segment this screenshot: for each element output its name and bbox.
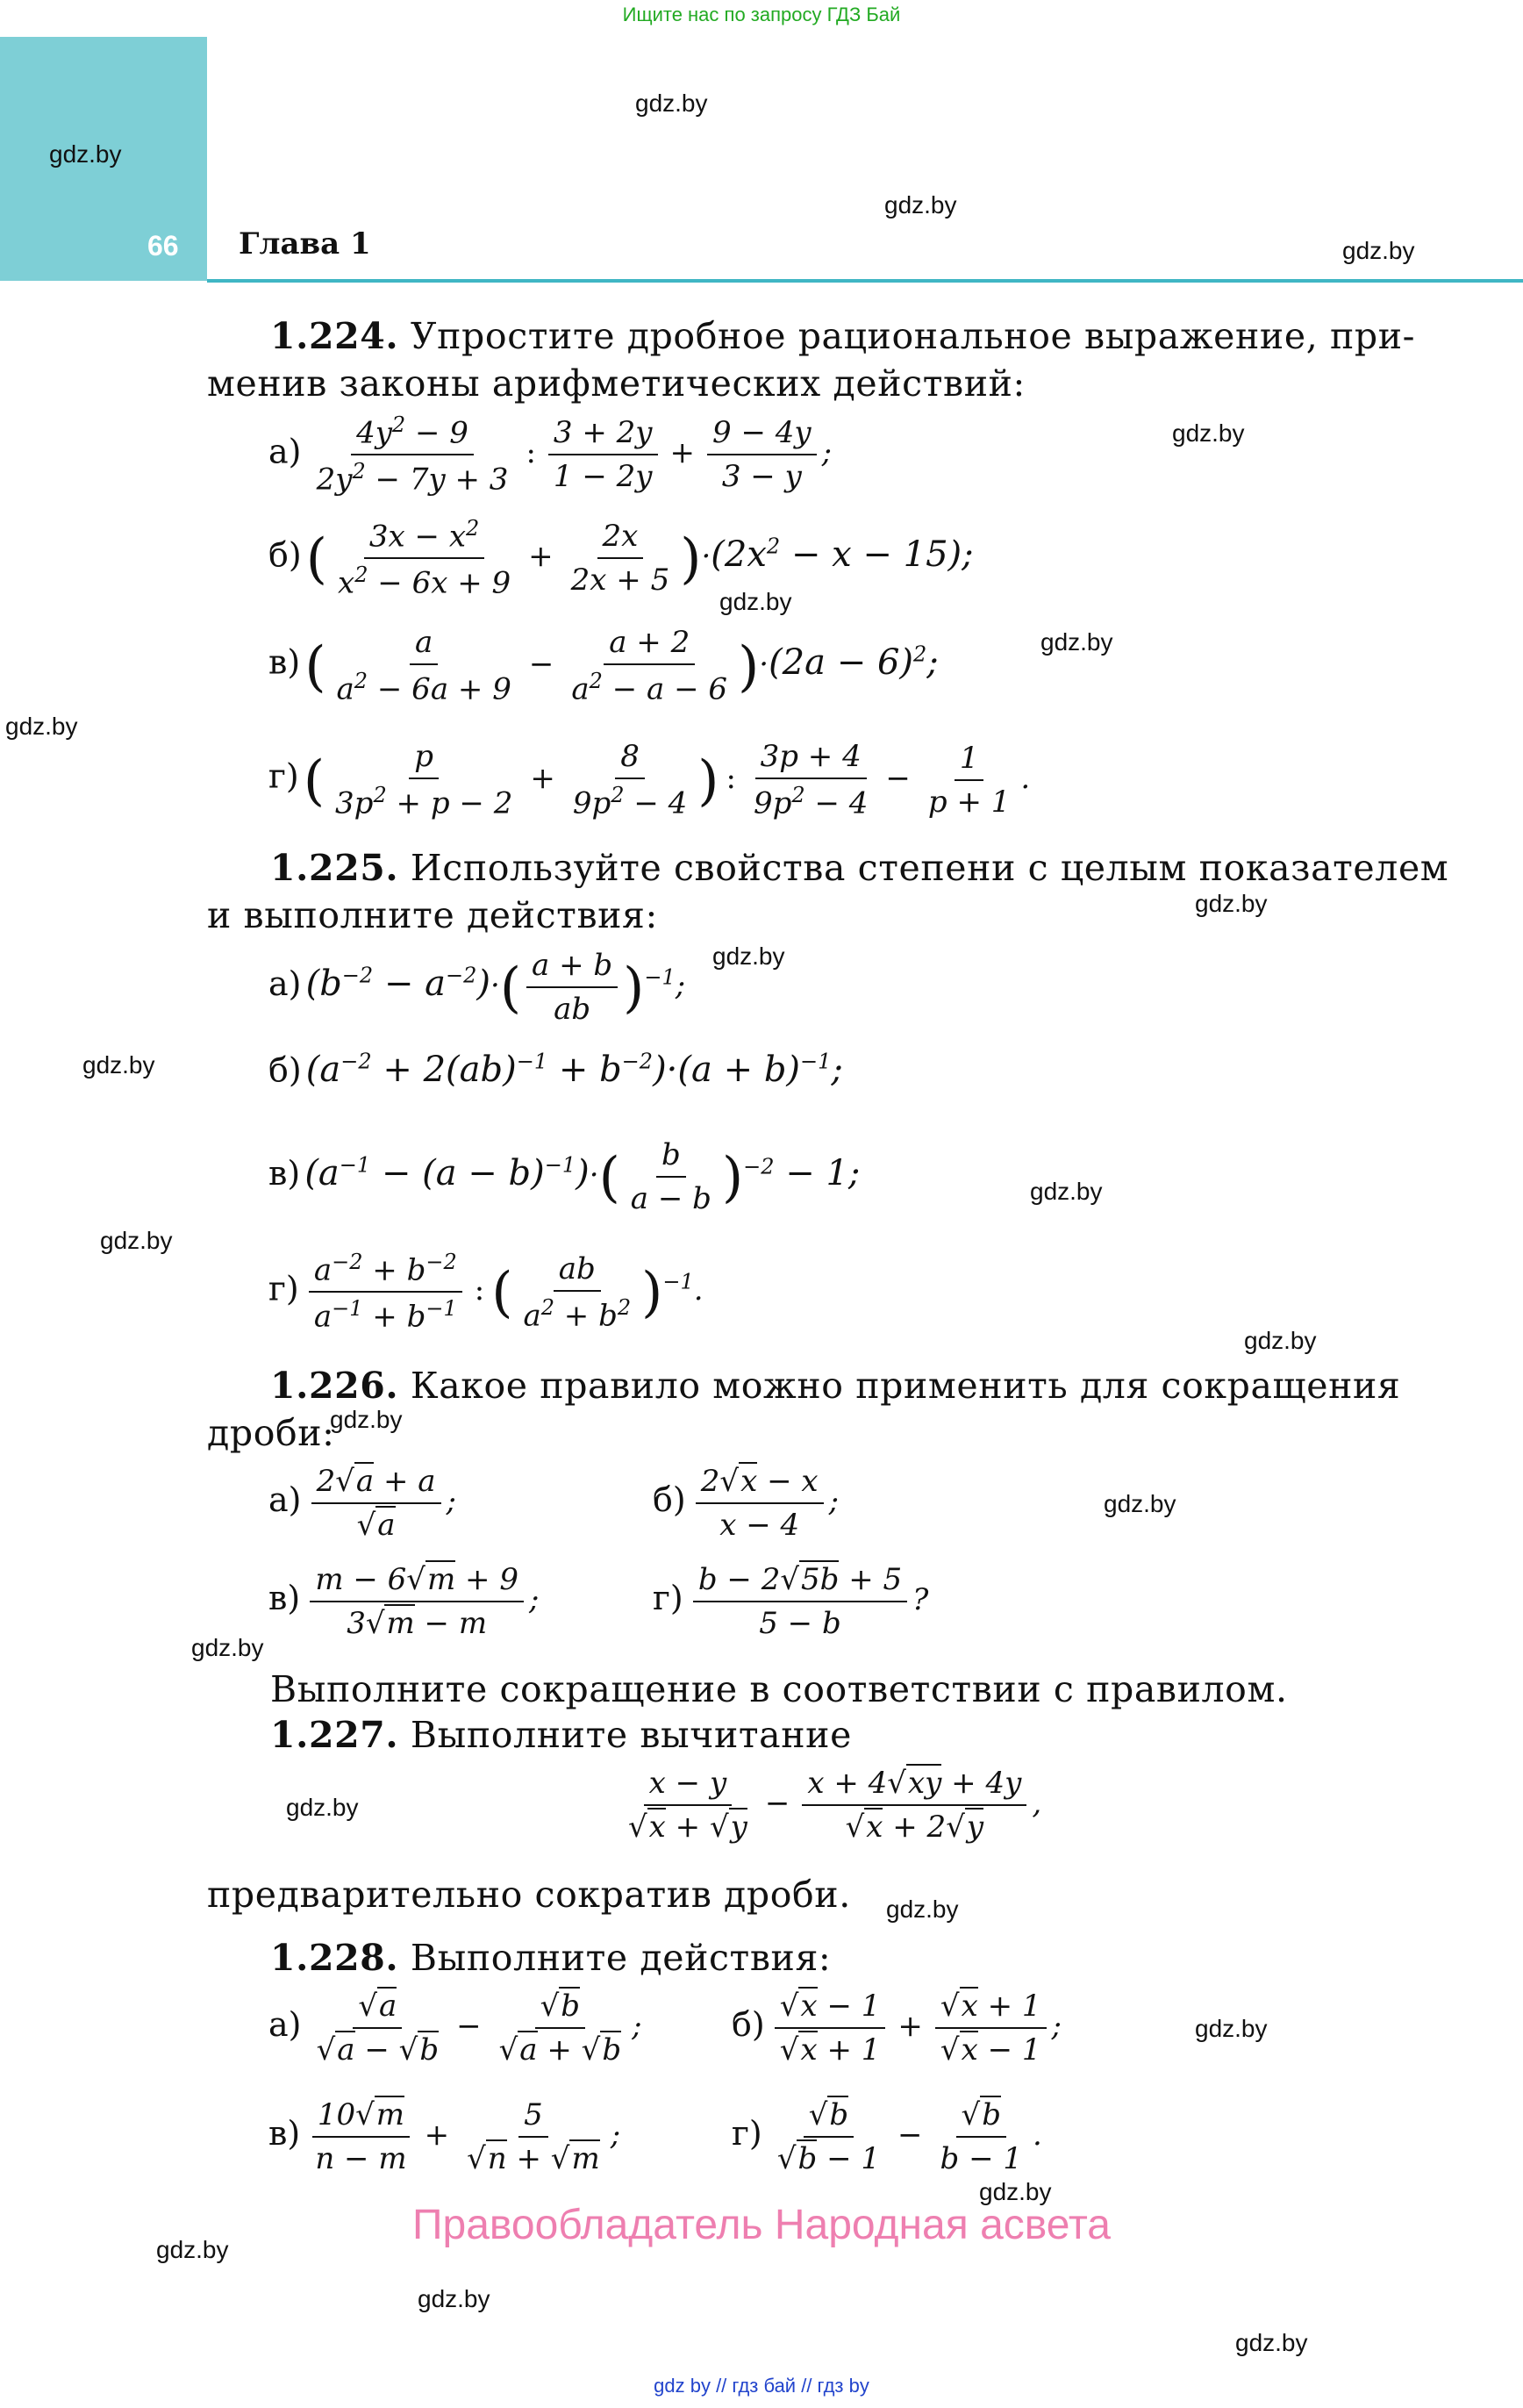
watermark: gdz.by <box>100 1227 173 1254</box>
expr-226-g: г) $\frac{b - 2√5b + 5}{5 - b}$ ? <box>653 1562 929 1641</box>
problem-226-line1: 1.226. Какое правило можно применить для сокращения <box>270 1365 1401 1407</box>
page-number: 66 <box>147 230 179 262</box>
expr-226-v: в) $\frac{m - 6√m + 9}{3√m - m}$ ; <box>268 1562 540 1641</box>
chapter-title: Глава 1 <box>239 226 371 262</box>
watermark: gdz.by <box>1244 1327 1317 1354</box>
problem-225-line1: 1.225. Используйте свойства степени с целым показателем <box>270 847 1449 889</box>
watermark: gdz.by <box>1030 1178 1103 1205</box>
watermark: gdz.by <box>719 588 792 615</box>
problem-224-line1: 1.224. Упростите дробное рациональное выражение, при- <box>270 315 1416 357</box>
header-rule <box>207 279 1523 283</box>
expr-225-v: в) $(a^{-1} - (a - b)^{-1})\cdot$( $\frac{b}{a - b}$ )$^{-2}$ − 1; <box>268 1137 861 1216</box>
watermark: gdz.by <box>712 942 785 970</box>
expr-226-b: б) $\frac{2√x - x}{x - 4}$ ; <box>653 1464 840 1543</box>
watermark: gdz.by <box>82 1051 155 1079</box>
problem-228: 1.228. Выполните действия: <box>270 1937 832 1979</box>
expr-224-g: г) ( $\frac{p}{3p^2 + p - 2}$ + $\frac{8}{9p^2 - 4}$ ) : $\frac{3p + 4}{9p^2 - 4}$ − $\frac{1}{p + 1}$ . <box>268 739 1031 821</box>
watermark: gdz.by <box>418 2285 490 2312</box>
watermark: gdz.by <box>1195 890 1268 917</box>
watermark: gdz.by <box>330 1406 403 1433</box>
watermark: gdz.by <box>1040 628 1113 656</box>
expr-225-a: а) $(b^{-2} - a^{-2})\cdot$( $\frac{a + b}{ab}$ )$^{-1}$; <box>268 948 686 1027</box>
watermark: gdz.by <box>1235 2329 1308 2356</box>
watermark: gdz.by <box>286 1794 359 1821</box>
problem-224-line2: менив законы арифметических действий: <box>207 362 1026 405</box>
expr-224-v: в) ( $\frac{a}{a^2 - 6a + 9}$ − $\frac{a + 2}{a^2 - a - 6}$ )$\cdot(2a - 6)^2$; <box>268 625 939 707</box>
watermark: gdz.by <box>1172 419 1245 447</box>
expr-228-g: г) $\frac{√b}{√b - 1}$ − $\frac{√b}{b - 1}$ . <box>732 2097 1042 2176</box>
expr-228-b: б) $\frac{√x - 1}{√x + 1}$ + $\frac{√x + 1}{√x - 1}$ ; <box>732 1989 1062 2068</box>
expr-228-a: а) $\frac{√a}{√a - √b}$ − $\frac{√b}{√a + √b}$ ; <box>268 1989 642 2068</box>
expr-224-a: а) $\frac{4y^2 - 9}{2y^2 - 7y + 3}$ : $\frac{3 + 2y}{1 - 2y}$ + $\frac{9 - 4y}{3 - y}$ ; <box>268 412 833 498</box>
watermark: gdz.by <box>156 2236 229 2263</box>
top-search-link[interactable]: Ищите нас по запросу ГДЗ Бай <box>622 4 901 25</box>
watermark: gdz.by <box>884 191 957 219</box>
bottom-links[interactable]: gdz by // гдз бай // гдз by <box>654 2375 869 2397</box>
watermark: gdz.by <box>5 713 78 740</box>
problem-226-after: Выполните сокращение в соответствии с правилом. <box>270 1668 1288 1710</box>
copyright-owner: Правообладатель Народная асвета <box>412 2202 1111 2248</box>
watermark: gdz.by <box>1104 1490 1176 1517</box>
expr-224-b: б) ( $\frac{3x - x^2}{x^2 - 6x + 9}$ + $\frac{2x}{2x + 5}$ )$\cdot(2x^2 - x - 15)$; <box>268 516 974 601</box>
watermark: gdz.by <box>1195 2015 1268 2042</box>
problem-226-line2: дроби: <box>207 1412 335 1454</box>
problem-227: 1.227. Выполните вычитание <box>270 1714 852 1756</box>
watermark: gdz.by <box>886 1896 959 1923</box>
expr-225-g: г) $\frac{a^{-2} + b^{-2}}{a^{-1} + b^{-1}}$ : ( $\frac{ab}{a^2 + b^2}$ )$^{-1}$. <box>268 1250 704 1335</box>
expr-227: $\frac{x - y}{√x + √y}$ − $\frac{x + 4√xy + 4y}{√x + 2√y}$ , <box>628 1766 1042 1845</box>
watermark: gdz.by <box>1342 237 1415 264</box>
expr-226-a: а) $\frac{2√a + a}{√a}$ ; <box>268 1464 457 1543</box>
expr-225-b: б) $(a^{-2} + 2(ab)^{-1} + b^{-2})\cdot(a + b)^{-1}$; <box>268 1050 843 1091</box>
expr-228-v: в) $\frac{10√m}{n - m}$ + $\frac{5}{√n + √m}$ ; <box>268 2097 621 2176</box>
problem-225-line2: и выполните действия: <box>207 894 658 936</box>
watermark: gdz.by <box>979 2178 1052 2205</box>
watermark: gdz.by <box>49 140 122 168</box>
watermark: gdz.by <box>191 1634 264 1661</box>
problem-227-after: предварительно сократив дроби. <box>207 1874 851 1916</box>
watermark: gdz.by <box>635 90 708 117</box>
